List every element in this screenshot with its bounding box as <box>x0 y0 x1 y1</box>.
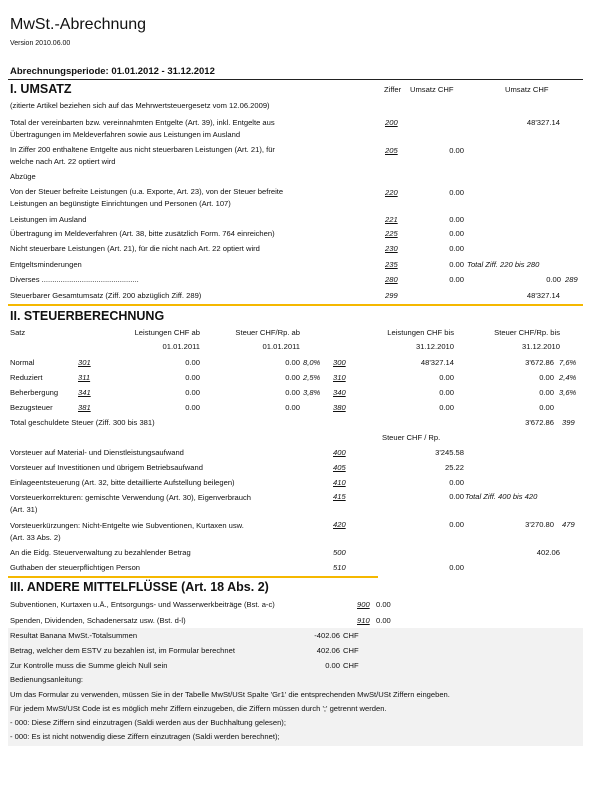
umsatz-row-280: Diverses .............................................. <box>10 275 139 284</box>
instruction-line: - 000: Diese Ziffern sind einzutragen (Saldi werden aus der Buchhaltung gelesen); <box>10 718 286 727</box>
col-steuer-chf: Steuer CHF / Rp. <box>382 433 441 442</box>
rate-value: 0.00 <box>185 388 200 397</box>
vst-row-400: Vorsteuer auf Material- und Dienstleistungsaufwand <box>10 448 184 457</box>
row-label: Vorsteuerkürzungen: Nicht-Entgelte wie Subventionen, Kurtaxen usw. <box>10 521 244 530</box>
instruction-line: Für jedem MwSt/USt Code ist es möglich mehr Ziffern einzugeben, die Ziffern müssen durch ';' getrennt werden. <box>10 704 387 713</box>
section-mittel-heading: III. ANDERE MITTELFLÜSSE (Art. 18 Abs. 2) <box>10 580 269 594</box>
col-satz: Satz <box>10 328 26 337</box>
section-umsatz-heading: I. UMSATZ <box>10 82 72 96</box>
code-299: 299 <box>385 291 398 300</box>
row-label-2: Leistungen an begünstigte Einrichtungen und Personen (Art. 107) <box>10 199 231 208</box>
rate-tax: 0.00 <box>285 388 300 397</box>
code-399: 399 <box>562 418 575 427</box>
value-415: 0.00 <box>449 492 464 501</box>
vst-row-410: Einlageentsteuerung (Art. 32, bitte detaillierte Aufstellung beilegen) <box>10 478 235 487</box>
section-divider <box>8 304 583 306</box>
rate-code-2: 340 <box>333 388 346 397</box>
vst-row-415 <box>10 492 251 516</box>
code-205: 205 <box>385 146 398 155</box>
value-510: 0.00 <box>449 563 464 572</box>
row-label-2: Übertragungen im Meldeverfahren sowie aus Leistungen im Ausland <box>10 130 241 139</box>
divider <box>8 79 583 80</box>
rate-code-2: 380 <box>333 403 346 412</box>
value-221: 0.00 <box>449 215 464 224</box>
row-label: Total der vereinbarten bzw. vereinnahmten Entgelte (Art. 39), inkl. Entgelte aus <box>10 118 275 127</box>
rate-percent: 2,5% <box>303 373 321 382</box>
col-leistungen-ab-date: 01.01.2011 <box>162 342 200 351</box>
row-label-2: (Art. 33 Abs. 2) <box>10 533 61 542</box>
rate-percent: 3,8% <box>303 388 321 397</box>
col-umsatz-chf: Umsatz CHF <box>410 85 454 94</box>
row-label: Von der Steuer befreite Leistungen (u.a. Exporte, Art. 23), von der Steuer befreite <box>10 187 284 196</box>
code-415: 415 <box>333 492 346 501</box>
umsatz-row-299: Steuerbarer Gesamtumsatz (Ziff. 200 abzüglich Ziff. 289) <box>10 291 202 300</box>
rate-percent-2: 7,6% <box>559 358 577 367</box>
umsatz-row-221: Leistungen im Ausland <box>10 215 87 224</box>
law-note: (zitierte Artikel beziehen sich auf das Mehrwertsteuergesetz vom 12.06.2009) <box>10 101 270 110</box>
row-label-2: welche nach Art. 22 optiert wird <box>10 157 116 166</box>
rate-percent-2: 2,4% <box>559 373 577 382</box>
value-200: 48'327.14 <box>526 118 560 127</box>
rate-name: Reduziert <box>10 373 43 382</box>
col-steuer-bis: Steuer CHF/Rp. bis <box>494 328 560 337</box>
col-leistungen-ab: Leistungen CHF ab <box>134 328 200 337</box>
rate-percent: 8,0% <box>303 358 321 367</box>
value-420: 0.00 <box>449 520 464 529</box>
rate-code: 381 <box>78 403 91 412</box>
code-220: 220 <box>385 188 398 197</box>
code-405: 405 <box>333 463 346 472</box>
rate-tax-2: 3'672.86 <box>525 358 554 367</box>
vst-row-500: An die Eidg. Steuerverwaltung zu bezahlender Betrag <box>10 548 191 557</box>
vst-row-405: Vorsteuer auf Investitionen und übrigem Betriebsaufwand <box>10 463 203 472</box>
rate-code: 311 <box>78 373 91 382</box>
check-row-estv: Betrag, welcher dem ESTV zu bezahlen ist, im Formular berechnet <box>10 646 235 655</box>
code-221: 221 <box>385 215 398 224</box>
value-220: 0.00 <box>449 188 464 197</box>
rate-value-2: 0.00 <box>439 403 454 412</box>
rate-code: 301 <box>78 358 91 367</box>
umsatz-row-220 <box>10 186 283 210</box>
value-400: 3'245.58 <box>435 448 464 457</box>
rate-tax-2: 0.00 <box>539 388 554 397</box>
rate-tax: 0.00 <box>285 373 300 382</box>
value-299: 48'327.14 <box>526 291 560 300</box>
code-479: 479 <box>562 520 575 529</box>
value-225: 0.00 <box>449 229 464 238</box>
rate-tax: 0.00 <box>285 403 300 412</box>
rate-tax: 0.00 <box>285 358 300 367</box>
value-405: 25.22 <box>444 463 464 472</box>
total-220-280-value: 0.00 <box>546 275 561 284</box>
check-value-banana: -402.06 <box>314 631 340 640</box>
code-420: 420 <box>333 520 346 529</box>
col-ziffer: Ziffer <box>384 85 402 94</box>
check-row-banana: Resultat Banana MwSt.-Totalsummen <box>10 631 138 640</box>
total-220-280-label: Total Ziff. 220 bis 280 <box>467 260 540 269</box>
row-label: In Ziffer 200 enthaltene Entgelte aus nicht steuerbaren Leistungen (Art. 21), für <box>10 145 275 154</box>
rate-value: 0.00 <box>185 358 200 367</box>
code-410: 410 <box>333 478 346 487</box>
rate-value: 0.00 <box>185 403 200 412</box>
rate-code: 341 <box>78 388 91 397</box>
period-label: Abrechnungsperiode: 01.01.2012 - 31.12.2012 <box>10 66 215 77</box>
code-200: 200 <box>385 118 398 127</box>
value-280: 0.00 <box>449 275 464 284</box>
value-900: 0.00 <box>376 600 391 609</box>
umsatz-row-230: Nicht steuerbare Leistungen (Art. 21), für die nicht nach Art. 22 optiert wird <box>10 244 260 253</box>
umsatz-row-200 <box>10 117 275 141</box>
code-289: 289 <box>565 275 578 284</box>
code-230: 230 <box>385 244 398 253</box>
value-205: 0.00 <box>449 146 464 155</box>
rate-value-2: 0.00 <box>439 373 454 382</box>
rate-value: 0.00 <box>185 373 200 382</box>
code-500: 500 <box>333 548 346 557</box>
instructions-title: Bedienungsanleitung: <box>10 675 84 684</box>
section-divider <box>8 576 378 578</box>
mittel-row-910: Spenden, Dividenden, Schadenersatz usw. (Bst. d-l) <box>10 616 186 625</box>
total-tax-value: 3'672.86 <box>525 418 554 427</box>
check-value-estv: 402.06 <box>316 646 340 655</box>
rate-value-2: 0.00 <box>439 388 454 397</box>
total-tax-label: Total geschuldete Steuer (Ziff. 300 bis 381) <box>10 418 155 427</box>
mittel-row-900: Subventionen, Kurtaxen u.Ä., Entsorgungs- und Wasserwerkbeiträge (Bst. a-c) <box>10 600 275 609</box>
instruction-line: Um das Formular zu verwenden, müssen Sie in der Tabelle MwSt/USt Spalte 'Gr1' die entsprechenden MwSt/USt Ziffern eingeben. <box>10 690 450 699</box>
total-400-420-label: Total Ziff. 400 bis 420 <box>465 492 538 501</box>
row-label-2: (Art. 31) <box>10 505 38 514</box>
rate-name: Normal <box>10 358 35 367</box>
code-400: 400 <box>333 448 346 457</box>
col-steuer-bis-date: 31.12.2010 <box>521 342 560 351</box>
code-510: 510 <box>333 563 346 572</box>
abzuege-label: Abzüge <box>10 172 36 181</box>
check-value-control: 0.00 <box>325 661 340 670</box>
instruction-line: - 000: Es ist nicht notwendig diese Ziffern einzutragen (Saldi werden berechnet); <box>10 732 280 741</box>
rate-percent-2: 3,6% <box>559 388 577 397</box>
check-unit: CHF <box>343 631 359 640</box>
check-row-control: Zur Kontrolle muss die Summe gleich Null sein <box>10 661 168 670</box>
col-leistungen-bis-date: 31.12.2010 <box>415 342 454 351</box>
umsatz-row-205 <box>10 144 275 168</box>
page-title: MwSt.-Abrechnung <box>10 16 147 33</box>
rate-tax-2: 0.00 <box>539 403 554 412</box>
version-label: Version 2010.06.00 <box>10 40 71 47</box>
code-900: 900 <box>357 600 370 609</box>
value-910: 0.00 <box>376 616 391 625</box>
vst-row-510: Guthaben der steuerpflichtigen Person <box>10 563 141 572</box>
rate-value-2: 48'327.14 <box>420 358 454 367</box>
check-unit: CHF <box>343 661 359 670</box>
rate-name: Bezugsteuer <box>10 403 53 412</box>
col-umsatz-chf-2: Umsatz CHF <box>505 85 549 94</box>
section-steuer-heading: II. STEUERBERECHNUNG <box>10 309 165 323</box>
col-steuer-ab-date: 01.01.2011 <box>262 342 300 351</box>
rate-code-2: 310 <box>333 373 346 382</box>
value-235: 0.00 <box>449 260 464 269</box>
value-500: 402.06 <box>536 548 560 557</box>
check-unit: CHF <box>343 646 359 655</box>
umsatz-row-225: Übertragung im Meldeverfahren (Art. 38, bitte zusätzlich Form. 764 einreichen) <box>10 229 275 238</box>
col-steuer-ab: Steuer CHF/Rp. ab <box>235 328 300 337</box>
rate-tax-2: 0.00 <box>539 373 554 382</box>
code-910: 910 <box>357 616 370 625</box>
rate-code-2: 300 <box>333 358 346 367</box>
code-225: 225 <box>385 229 398 238</box>
total-400-420-value: 3'270.80 <box>525 520 554 529</box>
umsatz-row-235: Entgeltsminderungen <box>10 260 82 269</box>
code-280: 280 <box>385 275 398 284</box>
row-label: Vorsteuerkorrekturen: gemischte Verwendung (Art. 30), Eigenverbrauch <box>10 493 252 502</box>
value-410: 0.00 <box>449 478 464 487</box>
rate-name: Beherbergung <box>10 388 59 397</box>
value-230: 0.00 <box>449 244 464 253</box>
code-235: 235 <box>385 260 398 269</box>
vst-row-420 <box>10 520 244 544</box>
col-leistungen-bis: Leistungen CHF bis <box>387 328 454 337</box>
